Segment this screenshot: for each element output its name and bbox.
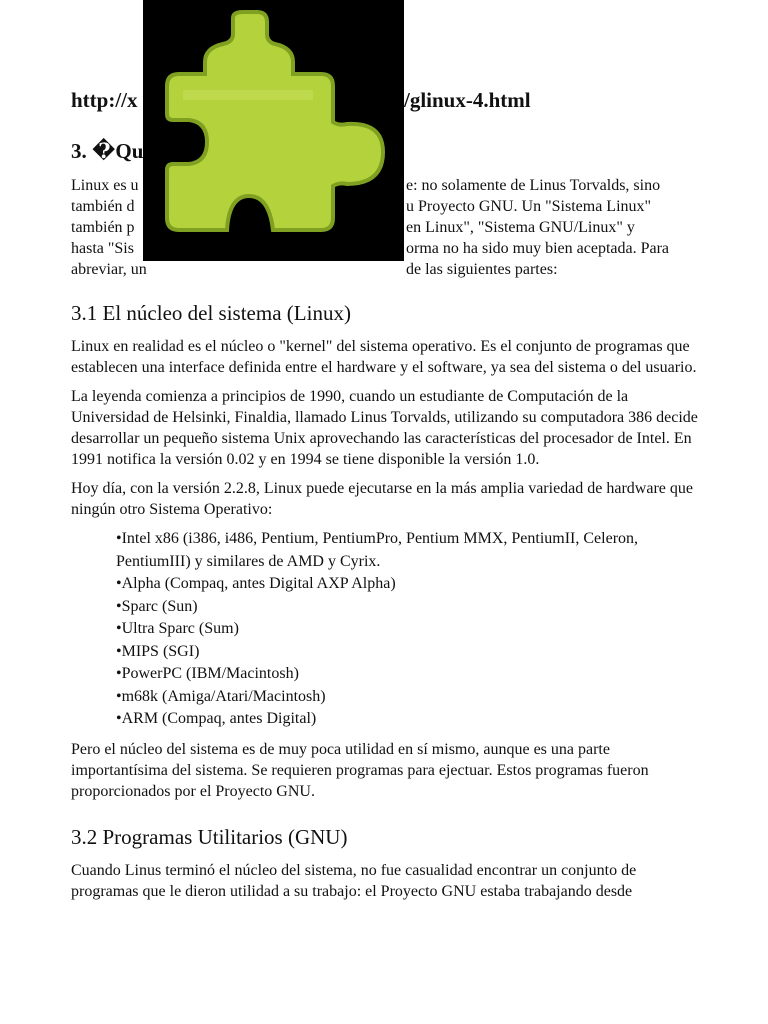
list-item: •Intel x86 (i386, i486, Pentium, PentiumPro, Pentium MMX, PentiumII, Celeron, PentiumIII) y similares de AMD y Cyrix. [116, 530, 639, 570]
section-3-1-title: 3.1 El núcleo del sistema (Linux) [71, 301, 351, 325]
intro-line-start: también d [71, 198, 135, 215]
section-heading: 3. �Qu [71, 139, 144, 163]
section-3-1-paragraph-1: Linux en realidad es el núcleo o "kernel" del sistema operativo. Es el conjunto de programas que establecen una interface definida entre el hardware y el software, ya sea del sistema o del usuario. [71, 338, 697, 376]
source-url-end: /glinux-4.html [404, 88, 531, 112]
intro-line-end: en Linux", "Sistema GNU/Linux" y [406, 219, 635, 236]
list-item: •Sparc (Sun) [116, 597, 198, 615]
intro-line-end: orma no ha sido muy bien aceptada. Para [406, 240, 670, 257]
section-3-2-paragraph-1: Cuando Linus terminó el núcleo del sistema, no fue casualidad encontrar un conjunto de programas que le dieron utilidad a su trabajo: el Proyecto GNU estaba trabajando desde [71, 861, 637, 900]
list-item: •Alpha (Compaq, antes Digital AXP Alpha) [116, 575, 396, 592]
list-item: •m68k (Amiga/Atari/Macintosh) [116, 687, 326, 705]
intro-line-start: hasta "Sis [71, 240, 134, 257]
intro-line-start: también p [71, 219, 135, 236]
list-item: •Ultra Sparc (Sum) [116, 620, 239, 637]
intro-line [71, 259, 701, 280]
list-item: •PowerPC (IBM/Macintosh) [116, 665, 299, 682]
list-item: •ARM (Compaq, antes Digital) [116, 710, 317, 727]
intro-line-start: abreviar, un [71, 261, 147, 278]
intro-line-end: de las siguientes partes: [406, 261, 558, 278]
intro-line-end: e: no solamente de Linus Torvalds, sino [406, 177, 661, 194]
intro-line-start: Linux es u [71, 177, 139, 194]
section-3-1-paragraph-4: Pero el núcleo del sistema es de muy poca utilidad en sí mismo, aunque es una parte importantísima del sistema. Se requieren programas para ejectuar. Estos programas fueron proporcionados por el Proyecto GNU. [71, 740, 649, 800]
list-item: •MIPS (SGI) [116, 642, 200, 660]
section-3-2-title: 3.2 Programas Utilitarios (GNU) [71, 824, 348, 849]
platform-list [116, 528, 701, 731]
section-3-1-paragraph-3: Hoy día, con la versión 2.2.8, Linux puede ejecutarse en la más amplia variedad de hardware que ningún otro Sistema Operativo: [71, 480, 693, 518]
puzzle-piece-icon [143, 0, 404, 261]
puzzle-piece-highlight [183, 90, 313, 100]
section-3-1-paragraph-2: La leyenda comienza a principios de 1990, cuando un estudiante de Computación de la Universidad de Helsinki, Finaldia, llamado Linus Torvalds, utilizando su computadora 386 decide desarrollar un pequeño sistema Unix aprovechando las características del procesador de Intel. En 1991 notifica la versión 0.02 y en 1994 se tiene disponible la versión 1.0. [71, 388, 698, 468]
puzzle-piece-shape [167, 12, 383, 230]
main-content [71, 298, 701, 910]
puzzle-piece-svg [143, 0, 404, 261]
source-url-start: http://x [71, 88, 138, 112]
intro-line-end: u Proyecto GNU. Un "Sistema Linux" [406, 198, 652, 215]
